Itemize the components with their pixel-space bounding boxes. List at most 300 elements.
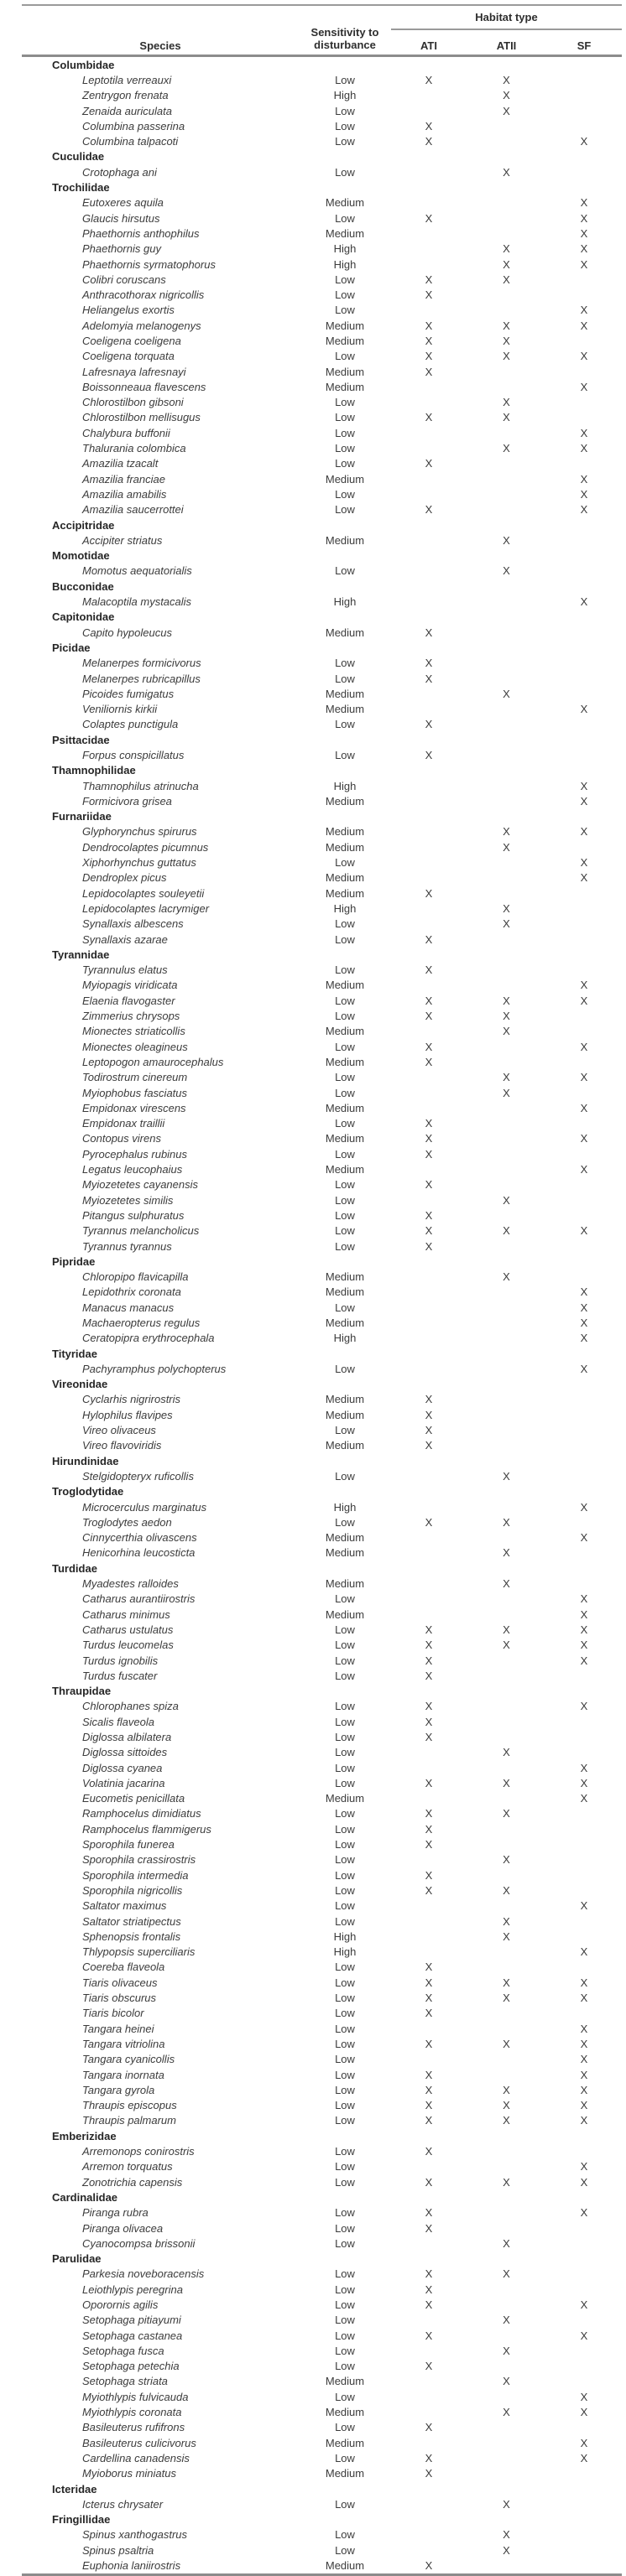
sf-mark xyxy=(546,886,622,901)
species-name: Ramphocelus flammigerus xyxy=(82,1822,211,1836)
sf-mark xyxy=(546,1177,622,1192)
sf-mark xyxy=(546,932,622,947)
species-name: Tangara cyanicollis xyxy=(82,2053,175,2066)
species-name: Amazilia saucerrottei xyxy=(82,503,184,517)
atii-mark xyxy=(467,978,546,993)
ati-mark xyxy=(391,2389,467,2404)
species-row xyxy=(22,349,622,364)
atii-mark xyxy=(467,2159,546,2174)
ati-mark xyxy=(391,1269,467,1284)
sensitivity-value: Low xyxy=(335,1424,355,1437)
atii-mark: X xyxy=(503,1776,510,1789)
sensitivity-value: Low xyxy=(335,1715,355,1728)
species-name: Momotus aequatorialis xyxy=(82,564,192,578)
sf-mark: X xyxy=(580,319,588,332)
species-row xyxy=(22,594,622,609)
species-name: Cyclarhis nigrirostris xyxy=(82,1393,181,1406)
sensitivity-value: High xyxy=(333,1929,357,1943)
species-name: Empidonax virescens xyxy=(82,1101,186,1114)
sensitivity-value: Low xyxy=(335,104,355,117)
species-name: Machaeropterus regulus xyxy=(82,1316,201,1329)
sf-mark xyxy=(546,1745,622,1760)
sf-mark xyxy=(546,839,622,854)
atii-mark: X xyxy=(503,1577,510,1591)
atii-mark: X xyxy=(503,1010,510,1023)
species-row xyxy=(22,1115,622,1130)
sensitivity-value: Low xyxy=(335,1515,355,1529)
family-name: Psittacidae xyxy=(52,733,110,746)
species-row xyxy=(22,1945,622,1960)
atii-mark xyxy=(467,2435,546,2450)
sensitivity-value: Medium xyxy=(325,1408,365,1421)
sf-mark: X xyxy=(580,211,588,225)
species-row xyxy=(22,1239,622,1254)
sensitivity-value: Low xyxy=(335,1746,355,1759)
atii-mark xyxy=(467,486,546,501)
species-name: Sphenopsis frontalis xyxy=(82,1929,181,1943)
sf-mark: X xyxy=(580,2436,588,2449)
sensitivity-value: Medium xyxy=(325,825,365,839)
family-name: Pipridae xyxy=(52,1254,96,1268)
species-row xyxy=(22,2404,622,2419)
atii-mark xyxy=(467,1668,546,1683)
species-row xyxy=(22,1836,622,1852)
ati-mark: X xyxy=(425,2175,433,2189)
sf-mark: X xyxy=(580,426,588,439)
species-name: Tyrannus tyrannus xyxy=(82,1239,172,1253)
sensitivity-value: Low xyxy=(335,1853,355,1867)
sf-mark: X xyxy=(580,595,588,609)
sensitivity-value: Medium xyxy=(325,1439,365,1452)
habitat-type-group-header: Habitat type xyxy=(391,5,622,29)
ati-mark: X xyxy=(425,73,433,86)
atii-mark: X xyxy=(503,1746,510,1759)
sf-mark xyxy=(546,1269,622,1284)
atii-mark xyxy=(467,456,546,471)
atii-mark: X xyxy=(503,1883,510,1897)
sensitivity-header-line2: disturbance xyxy=(314,39,376,52)
sf-mark xyxy=(546,1836,622,1852)
ati-mark xyxy=(391,2159,467,2174)
species-name: Leiothlypis peregrina xyxy=(82,2283,183,2296)
species-name: Thamnophilus atrinucha xyxy=(82,779,199,792)
sf-mark xyxy=(546,2282,622,2297)
atii-mark: X xyxy=(503,1807,510,1820)
sensitivity-value: Low xyxy=(335,2099,355,2112)
species-name: Setophaga pitiayumi xyxy=(82,2314,181,2327)
sensitivity-value: Low xyxy=(335,442,355,455)
sf-mark xyxy=(546,1821,622,1836)
sf-mark xyxy=(546,1960,622,1975)
sf-mark: X xyxy=(580,871,588,885)
ati-mark: X xyxy=(425,1868,433,1882)
sensitivity-value: Low xyxy=(335,1040,355,1053)
atii-mark: X xyxy=(503,1086,510,1099)
atii-mark xyxy=(467,1131,546,1146)
atii-mark xyxy=(467,502,546,517)
ati-mark xyxy=(391,1161,467,1176)
species-row xyxy=(22,1070,622,1085)
ati-mark xyxy=(391,226,467,241)
ati-mark: X xyxy=(425,2360,433,2373)
species-name: Phaethornis anthophilus xyxy=(82,226,200,240)
atii-mark xyxy=(467,2420,546,2435)
ati-mark xyxy=(391,1607,467,1622)
species-name: Setophaga fusca xyxy=(82,2344,164,2357)
species-row xyxy=(22,1192,622,1208)
ati-mark: X xyxy=(425,963,433,977)
atii-mark: X xyxy=(503,1469,510,1483)
species-name: Formicivora grisea xyxy=(82,794,172,808)
species-name: Myiopagis viridicata xyxy=(82,979,178,992)
sf-mark xyxy=(546,2466,622,2481)
sensitivity-value: Medium xyxy=(325,2559,365,2573)
species-name: Picoides fumigatus xyxy=(82,687,175,700)
atii-mark: X xyxy=(503,917,510,931)
atii-mark: X xyxy=(503,2175,510,2189)
sf-mark: X xyxy=(580,1500,588,1514)
species-row xyxy=(22,2006,622,2021)
ati-mark: X xyxy=(425,1010,433,1023)
species-name: Tyrannus melancholicus xyxy=(82,1224,200,1238)
sf-mark: X xyxy=(580,825,588,839)
sensitivity-value: Low xyxy=(335,2421,355,2434)
sf-mark xyxy=(546,1024,622,1039)
sf-mark: X xyxy=(580,1945,588,1959)
species-name: Hylophilus flavipes xyxy=(82,1408,173,1421)
sf-mark xyxy=(546,1146,622,1161)
sensitivity-value: High xyxy=(333,595,357,609)
sensitivity-value: Low xyxy=(335,350,355,363)
sf-mark xyxy=(546,2143,622,2158)
species-name: Saltator striatipectus xyxy=(82,1914,181,1928)
ati-mark: X xyxy=(425,503,433,517)
species-row xyxy=(22,2542,622,2558)
atii-mark xyxy=(467,1438,546,1453)
sensitivity-value: Low xyxy=(335,1086,355,1099)
species-name: Sporophila intermedia xyxy=(82,1868,189,1882)
sensitivity-value: Low xyxy=(335,2344,355,2357)
species-row xyxy=(22,2205,622,2220)
species-name: Tyrannulus elatus xyxy=(82,963,168,977)
atii-mark: X xyxy=(503,1025,510,1038)
ati-mark xyxy=(391,1898,467,1914)
sf-mark xyxy=(546,1008,622,1023)
family-name: Turdidae xyxy=(52,1561,97,1575)
species-row xyxy=(22,1898,622,1914)
ati-mark: X xyxy=(425,1883,433,1897)
ati-mark xyxy=(391,1791,467,1806)
ati-mark: X xyxy=(425,886,433,900)
ati-mark: X xyxy=(425,1654,433,1667)
sensitivity-value: Medium xyxy=(325,626,365,639)
sf-mark: X xyxy=(580,2206,588,2220)
sf-mark xyxy=(546,717,622,732)
sf-mark: X xyxy=(580,856,588,870)
species-row xyxy=(22,1883,622,1898)
atii-mark xyxy=(467,1422,546,1437)
species-name: Adelomyia melanogenys xyxy=(82,319,201,332)
species-name: Leptopogon amaurocephalus xyxy=(82,1055,224,1068)
ati-mark xyxy=(391,1468,467,1483)
atii-mark xyxy=(467,1407,546,1422)
sensitivity-value: Low xyxy=(335,273,355,286)
atii-mark: X xyxy=(503,1853,510,1867)
family-name: Trochilidae xyxy=(52,181,110,195)
sf-mark: X xyxy=(580,2037,588,2050)
atii-mark: X xyxy=(503,2037,510,2050)
sf-mark xyxy=(546,410,622,425)
sf-mark: X xyxy=(580,1040,588,1053)
species-name: Diglossa sittoides xyxy=(82,1746,168,1759)
species-row xyxy=(22,625,622,640)
species-name: Heliangelus exortis xyxy=(82,304,175,317)
species-name: Stelgidopteryx ruficollis xyxy=(82,1469,194,1483)
atii-mark xyxy=(467,1791,546,1806)
family-name: Emberizidae xyxy=(52,2129,117,2142)
sf-mark: X xyxy=(580,1623,588,1636)
species-name: Spinus psaltria xyxy=(82,2543,154,2557)
sf-mark: X xyxy=(580,1992,588,2005)
atii-mark xyxy=(467,2143,546,2158)
sf-mark xyxy=(546,1883,622,1898)
ati-mark: X xyxy=(425,672,433,685)
ati-mark: X xyxy=(425,1132,433,1145)
species-name: Synallaxis azarae xyxy=(82,932,168,946)
ati-mark: X xyxy=(425,626,433,639)
sf-mark: X xyxy=(580,1285,588,1299)
sensitivity-value: Low xyxy=(335,1992,355,2005)
atii-mark xyxy=(467,1898,546,1914)
species-name: Vireo olivaceus xyxy=(82,1424,156,1437)
sensitivity-value: Low xyxy=(335,2083,355,2096)
family-row xyxy=(22,1561,622,1576)
sf-mark xyxy=(546,686,622,701)
sf-mark: X xyxy=(580,1332,588,1345)
species-name: Coereba flaveola xyxy=(82,1961,165,1974)
sf-mark xyxy=(546,1576,622,1591)
species-row xyxy=(22,1960,622,1975)
sensitivity-value: Medium xyxy=(325,2406,365,2419)
species-row xyxy=(22,2082,622,2097)
sf-mark xyxy=(546,1545,622,1561)
sensitivity-value: Medium xyxy=(325,1316,365,1329)
species-name: Setophaga petechia xyxy=(82,2360,180,2373)
species-name: Catharus minimus xyxy=(82,1607,170,1621)
atii-mark xyxy=(467,425,546,440)
ati-mark: X xyxy=(425,1700,433,1713)
species-row xyxy=(22,257,622,272)
species-name: Chalybura buffonii xyxy=(82,426,170,439)
species-name: Chlorostilbon mellisugus xyxy=(82,411,201,424)
sf-mark xyxy=(546,364,622,379)
family-row xyxy=(22,1484,622,1499)
table-body xyxy=(22,56,622,2575)
species-name: Lepidocolaptes souleyetii xyxy=(82,886,205,900)
atii-mark xyxy=(467,2389,546,2404)
sf-mark: X xyxy=(580,503,588,517)
species-row xyxy=(22,272,622,287)
species-row xyxy=(22,778,622,793)
sf-mark xyxy=(546,963,622,978)
sf-mark xyxy=(546,2558,622,2574)
species-row xyxy=(22,1146,622,1161)
sf-mark: X xyxy=(580,1592,588,1606)
ati-mark xyxy=(391,1070,467,1085)
sensitivity-value: Low xyxy=(335,718,355,731)
atii-mark xyxy=(467,1054,546,1069)
atii-mark: X xyxy=(503,687,510,700)
species-row xyxy=(22,2527,622,2542)
atii-mark xyxy=(467,1177,546,1192)
atii-mark: X xyxy=(503,1546,510,1560)
species-name: Cyanocompsa brissonii xyxy=(82,2236,196,2250)
sensitivity-value: Medium xyxy=(325,226,365,240)
species-row xyxy=(22,2374,622,2389)
species-name: Glyphorynchus spirurus xyxy=(82,825,197,839)
sf-mark: X xyxy=(580,994,588,1007)
sf-mark xyxy=(546,2236,622,2251)
sensitivity-value: Low xyxy=(335,963,355,977)
species-row xyxy=(22,118,622,133)
species-name: Zenaida auriculata xyxy=(82,104,172,117)
ati-mark xyxy=(391,839,467,854)
atii-mark xyxy=(467,118,546,133)
atii-mark: X xyxy=(503,1071,510,1084)
sf-mark: X xyxy=(580,1654,588,1667)
species-name: Elaenia flavogaster xyxy=(82,994,175,1007)
family-row xyxy=(22,1377,622,1392)
sensitivity-value: Low xyxy=(335,165,355,179)
ati-mark xyxy=(391,1331,467,1346)
atii-mark: X xyxy=(503,840,510,854)
species-name: Pachyramphus polychopterus xyxy=(82,1362,227,1375)
species-name: Zentrygon frenata xyxy=(82,89,169,102)
species-name: Sicalis flaveola xyxy=(82,1715,154,1728)
ati-mark xyxy=(391,395,467,410)
family-row xyxy=(22,640,622,655)
sensitivity-value: Low xyxy=(335,135,355,148)
sf-mark: X xyxy=(580,2298,588,2311)
ati-mark: X xyxy=(425,411,433,424)
species-row xyxy=(22,226,622,241)
species-name: Eutoxeres aquila xyxy=(82,196,164,210)
species-name: Phaethornis guy xyxy=(82,242,161,256)
family-row xyxy=(22,579,622,594)
ati-mark: X xyxy=(425,1822,433,1836)
sensitivity-value: Medium xyxy=(325,533,365,547)
sf-mark: X xyxy=(580,2053,588,2066)
atii-mark: X xyxy=(503,411,510,424)
sensitivity-value: Medium xyxy=(325,1055,365,1068)
ati-mark xyxy=(391,425,467,440)
sensitivity-value: Low xyxy=(335,1301,355,1314)
species-name: Tiaris bicolor xyxy=(82,2007,144,2020)
family-name: Tyrannidae xyxy=(52,948,110,961)
ati-mark: X xyxy=(425,1623,433,1636)
ati-mark: X xyxy=(425,2421,433,2434)
sensitivity-value: Low xyxy=(335,1976,355,1989)
sf-mark: X xyxy=(580,2390,588,2403)
ati-mark: X xyxy=(425,2298,433,2311)
sensitivity-value: Low xyxy=(335,457,355,470)
species-row xyxy=(22,242,622,257)
atii-mark xyxy=(467,2359,546,2374)
sensitivity-value: Low xyxy=(335,396,355,409)
species-name: Pitangus sulphuratus xyxy=(82,1208,185,1222)
sensitivity-value: Medium xyxy=(325,380,365,393)
species-row xyxy=(22,133,622,148)
sensitivity-value: Low xyxy=(335,2329,355,2342)
atii-mark xyxy=(467,1208,546,1223)
species-name: Turdus leucomelas xyxy=(82,1639,174,1652)
sf-mark: X xyxy=(580,487,588,501)
sf-mark xyxy=(546,287,622,302)
species-row xyxy=(22,963,622,978)
ati-mark xyxy=(391,870,467,886)
species-name: Chlorophanes spiza xyxy=(82,1700,179,1713)
ati-mark xyxy=(391,1852,467,1867)
ati-mark: X xyxy=(425,211,433,225)
ati-mark: X xyxy=(425,1992,433,2005)
species-row xyxy=(22,1760,622,1775)
sf-mark: X xyxy=(580,350,588,363)
sf-mark xyxy=(546,272,622,287)
ati-mark xyxy=(391,440,467,455)
atii-mark: X xyxy=(503,73,510,86)
ati-mark: X xyxy=(425,135,433,148)
atii-mark: X xyxy=(503,2375,510,2388)
ati-mark xyxy=(391,2343,467,2358)
species-name: Myiozetetes cayanensis xyxy=(82,1178,199,1192)
species-row xyxy=(22,1438,622,1453)
sensitivity-value: Medium xyxy=(325,319,365,332)
species-row xyxy=(22,1576,622,1591)
ati-mark xyxy=(391,1315,467,1330)
sensitivity-value: Low xyxy=(335,856,355,870)
species-name: Mionectes oleagineus xyxy=(82,1040,188,1053)
species-row xyxy=(22,824,622,839)
species-name: Turdus fuscater xyxy=(82,1669,158,1682)
sf-mark xyxy=(546,2220,622,2236)
sensitivity-value: Medium xyxy=(325,794,365,808)
atii-mark xyxy=(467,2466,546,2481)
ati-mark xyxy=(391,1545,467,1561)
species-row xyxy=(22,1161,622,1176)
species-row xyxy=(22,2267,622,2282)
sensitivity-value: Low xyxy=(335,932,355,946)
sensitivity-value: Low xyxy=(335,2497,355,2511)
sensitivity-column-header xyxy=(299,5,391,56)
atii-mark xyxy=(467,2052,546,2067)
atii-mark xyxy=(467,793,546,808)
atii-mark xyxy=(467,133,546,148)
family-row xyxy=(22,947,622,962)
ati-mark xyxy=(391,379,467,394)
atii-mark xyxy=(467,1331,546,1346)
atii-mark: X xyxy=(503,2344,510,2357)
sensitivity-value: Low xyxy=(335,2114,355,2127)
species-row xyxy=(22,1867,622,1883)
sensitivity-value: High xyxy=(333,257,357,271)
sensitivity-value: Low xyxy=(335,2175,355,2189)
species-name: Cinnycerthia olivascens xyxy=(82,1531,197,1545)
ati-mark xyxy=(391,2527,467,2542)
sensitivity-value: Medium xyxy=(325,1163,365,1176)
sf-mark xyxy=(546,333,622,348)
sf-mark xyxy=(546,917,622,932)
atii-mark xyxy=(467,2297,546,2312)
